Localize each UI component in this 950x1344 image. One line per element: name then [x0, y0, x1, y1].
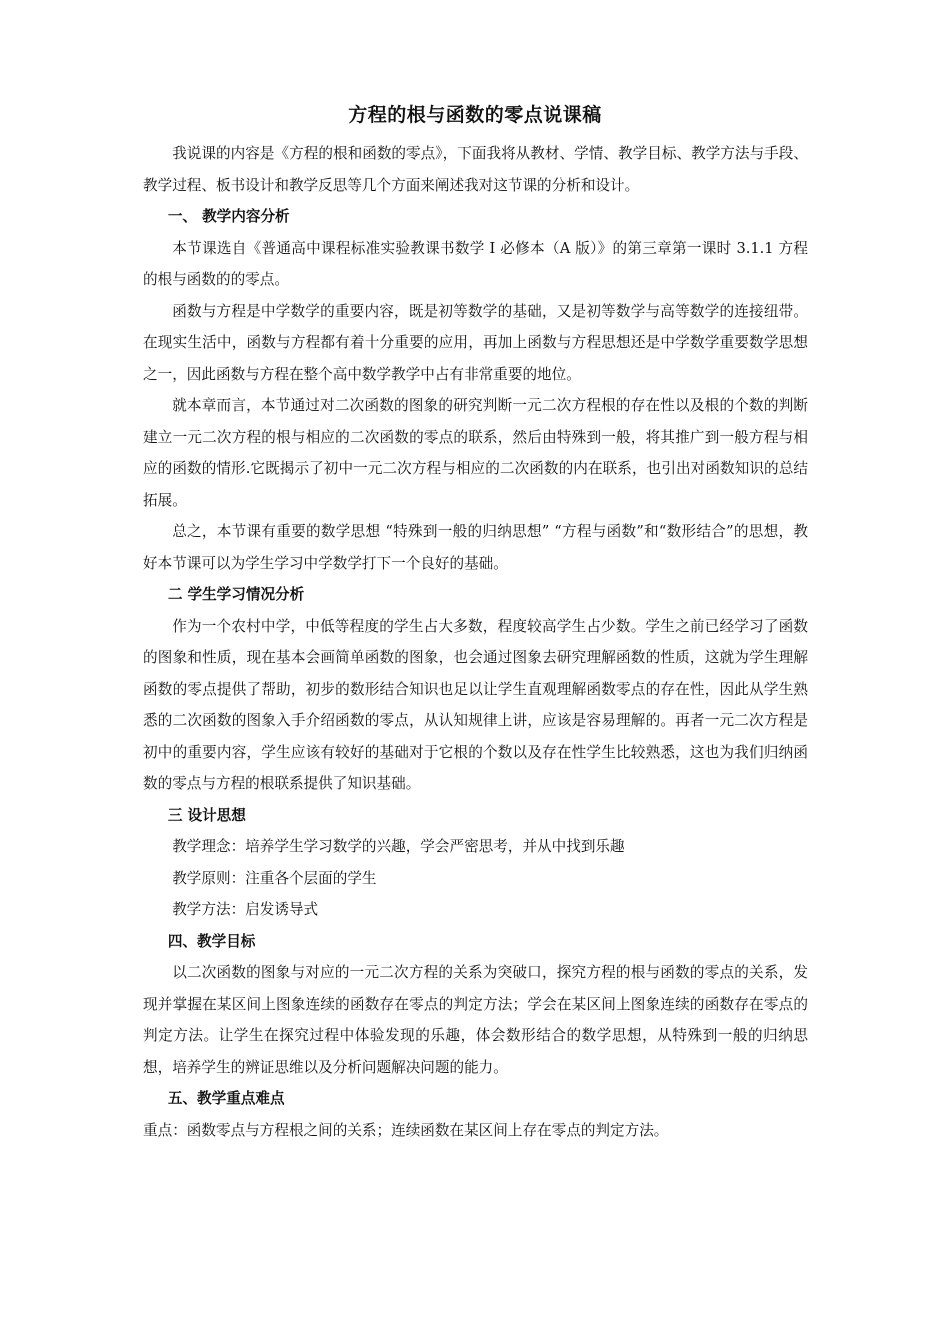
section-heading-student-analysis: 二 学生学习情况分析 — [167, 586, 305, 603]
section-heading-content-analysis: 一、 教学内容分析 — [167, 208, 290, 225]
content-analysis-paragraph-3: 就本章而言，本节通过对二次函数的图象的研究判断一元二次方程根的存在性以及根的个数的判断建立一元二次方程的根与相应的二次函数的零点的联系，然后由特殊到一般，将其推广到一般方程与相应的函数的情形.它既揭示了初中一元二次方程与相应的二次函数的内在联系，也引出对函数知识的总结拓展。 — [143, 397, 808, 509]
content-analysis-paragraph-2: 函数与方程是中学数学的重要内容，既是初等数学的基础，又是初等数学与高等数学的连接纽带。在现实生活中，函数与方程都有着十分重要的应用，再加上函数与方程思想还是中学数学重要数学思想之一，因此函数与方程在整个高中数学教学中占有非常重要的地位。 — [143, 302, 808, 383]
student-analysis-paragraph: 作为一个农村中学，中低等程度的学生占大多数，程度较高学生占少数。学生之前已经学习了函数的图象和性质，现在基本会画简单函数的图象，也会通过图象去研究理解函数的性质，这就为学生理解函数的零点提供了帮助，初步的数形结合知识也足以让学生直观理解函数零点的存在性，因此从学生熟悉的二次函数的图象入手介绍函数的零点，从认知规律上讲，应该是容易理解的。再者一元二次方程是初中的重要内容，学生应该有较好的基础对于它根的个数以及存在性学生比较熟悉，这也为我们归纳函数的零点与方程的根联系提供了知识基础。 — [143, 617, 808, 792]
section-heading-design: 三 设计思想 — [167, 806, 246, 824]
section-heading-goals: 四、教学目标 — [167, 932, 256, 950]
goals-paragraph: 以二次函数的图象与对应的一元二次方程的关系为突破口，探究方程的根与函数的零点的关系，发现并掌握在某区间上图象连续的函数存在零点的判定方法；学会在某区间上图象连续的函数存在零点的判定方法。让学生在探究过程中体验发现的乐趣，体会数形结合的数学思想，从特殊到一般的归纳思想，培养学生的辨证思维以及分析问题解决问题的能力。 — [143, 964, 808, 1076]
design-item-method: 教学方法：启发诱导式 — [172, 901, 319, 918]
document-title: 方程的根与函数的零点说课稿 — [348, 104, 602, 126]
content-analysis-paragraph-4: 总之，本节课有重要的数学思想 “特殊到一般的归纳思想” “方程与函数”和“数形结合”的思想，教好本节课可以为学生学习中学数学打下一个良好的基础。 — [143, 523, 808, 572]
section-heading-key-points: 五、教学重点难点 — [167, 1090, 285, 1107]
key-points-paragraph: 重点：函数零点与方程根之间的关系；连续函数在某区间上存在零点的判定方法。 — [143, 1121, 669, 1139]
design-item-philosophy: 教学理念：培养学生学习数学的兴趣，学会严密思考，并从中找到乐趣 — [172, 838, 625, 855]
intro-paragraph: 我说课的内容是《方程的根和函数的零点》，下面我将从教材、学情、教学目标、教学方法与手段、教学过程、板书设计和教学反思等几个方面来阐述我对这节课的分析和设计。 — [143, 145, 808, 194]
content-analysis-paragraph-1: 本节课选自《普通高中课程标准实验教课书数学 I 必修本（A 版）》的第三章第一课时 3.1.1 方程的根与函数的的零点。 — [143, 239, 808, 288]
document-body — [143, 138, 808, 1146]
design-item-principle: 教学原则：注重各个层面的学生 — [172, 869, 377, 887]
